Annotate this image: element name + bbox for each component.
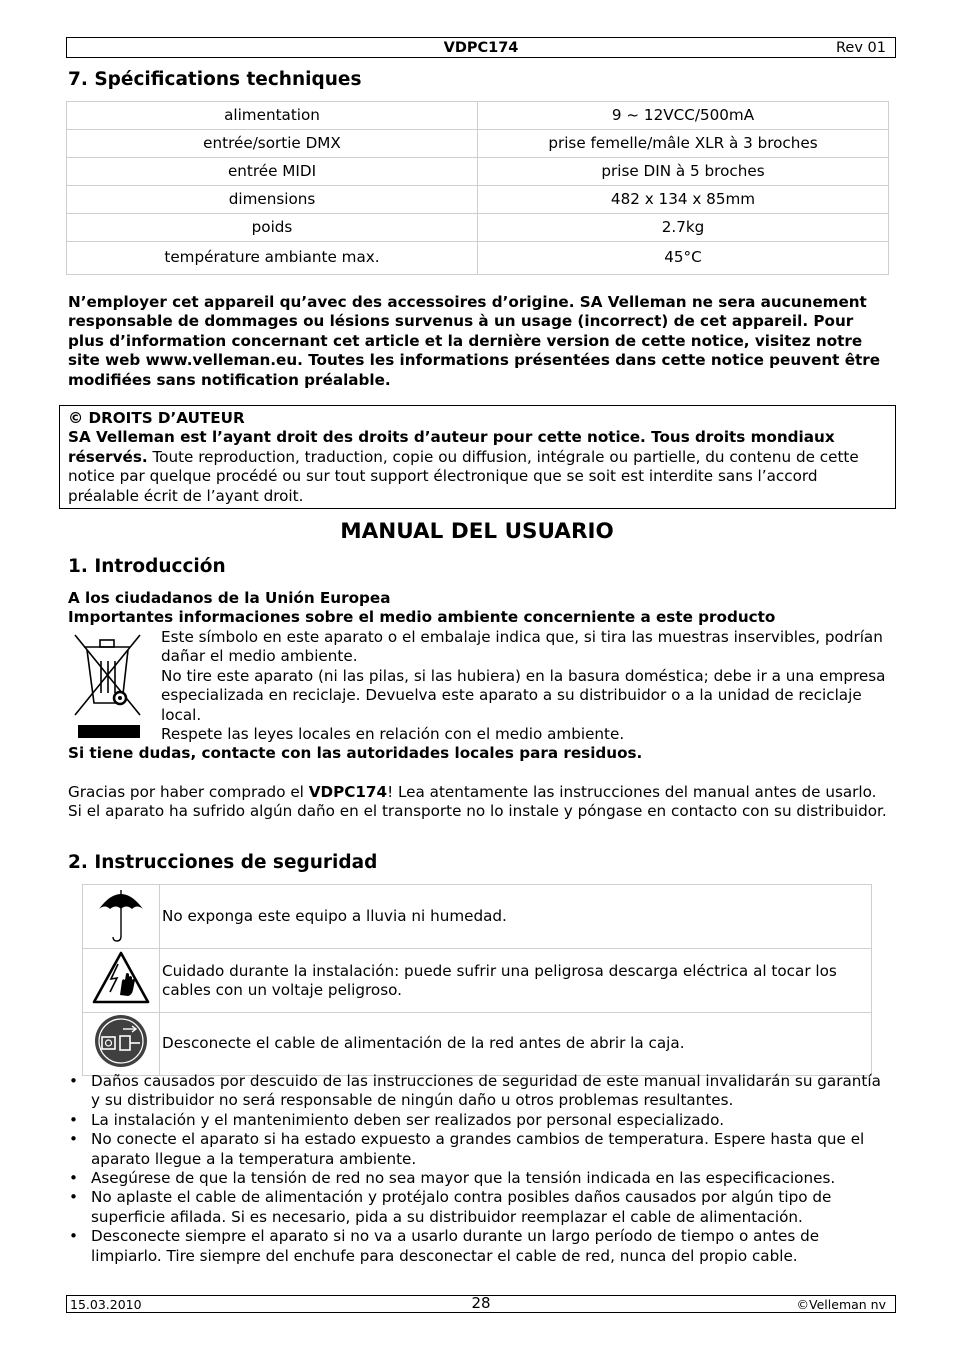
table-row <box>83 885 872 949</box>
spec-value: prise DIN à 5 broches <box>478 158 889 186</box>
spec-table <box>66 101 889 275</box>
spec-label: dimensions <box>67 186 478 214</box>
list-item <box>68 1169 888 1188</box>
table-row <box>67 158 889 186</box>
section-7-title: 7. Spécifications techniques <box>68 69 362 90</box>
safety-icon-cell <box>83 949 160 1013</box>
bullet-icon: • <box>69 1188 78 1207</box>
eu-heading: A los ciudadanos de la Unión Europea <box>68 589 391 607</box>
spec-label: poids <box>67 214 478 242</box>
list-item <box>68 1227 888 1266</box>
spec-value: 9 ~ 12VCC/500mA <box>478 102 889 130</box>
list-item-text: Daños causados por descuido de las instrucciones de seguridad de este manual invalidarán su garantía y su distribuidor no será responsable de ningún daño u otros problemas resultantes. <box>91 1072 881 1110</box>
safety-icon-cell <box>83 885 160 949</box>
list-item <box>68 1111 888 1130</box>
electric-shock-icon <box>92 950 150 1006</box>
copyright-bold-text: SA Velleman est l’ayant droit des droits d’auteur pour cette notice. Tous droits mondiaux réservés. <box>68 428 835 466</box>
list-item-text: Asegúrese de que la tensión de red no sea mayor que la tensión indicada en las especificaciones. <box>91 1169 836 1188</box>
safety-table <box>82 884 872 1076</box>
section-1-title: 1. Introducción <box>68 556 226 577</box>
footer-copyright: ©Velleman nv <box>796 1297 886 1312</box>
list-item <box>68 1188 888 1227</box>
safety-text: No exponga este equipo a lluvia ni humedad. <box>160 885 872 949</box>
table-row <box>67 130 889 158</box>
weee-line: Respete las leyes locales en relación con el medio ambiente. <box>161 725 625 744</box>
thanks-model: VDPC174 <box>308 783 388 801</box>
header-revision: Rev 01 <box>836 40 886 56</box>
spec-label: entrée/sortie DMX <box>67 130 478 158</box>
table-row <box>83 1013 872 1075</box>
list-item <box>68 1130 888 1169</box>
copyright-text <box>68 428 887 506</box>
list-item-text: No aplaste el cable de alimentación y protéjalo contra posibles daños causados por algún tipo de superficie afilada. Si es necesario, pida a su distribuidor reemplazar el cable de alimentación. <box>91 1188 832 1226</box>
list-item-text: No conecte el aparato si ha estado expuesto a grandes cambios de temperatura. Espere hasta que el aparato llegue a la temperatura ambiente. <box>91 1130 865 1168</box>
page-footer <box>66 1295 896 1313</box>
safety-text: Desconecte el cable de alimentación de la red antes de abrir la caja. <box>160 1013 872 1075</box>
table-row <box>67 102 889 130</box>
page-header <box>66 37 896 58</box>
footer-date: 15.03.2010 <box>70 1297 142 1312</box>
copyright-box <box>59 405 896 509</box>
header-model: VDPC174 <box>443 40 519 56</box>
spec-label: température ambiante max. <box>67 242 478 275</box>
safety-text: Cuidado durante la instalación: puede sufrir una peligrosa descarga eléctrica al tocar los cables con un voltaje peligroso. <box>160 949 872 1013</box>
copyright-title: © DROITS D’AUTEUR <box>68 409 245 427</box>
thanks-suffix: ! Lea atentamente las instrucciones del manual antes de usarlo. Si el aparato ha sufrido algún daño en el transporte no lo instale y póngase en contacto con su distribuidor. <box>68 783 887 821</box>
copyright-body-text: Toute reproduction, traduction, copie ou diffusion, intégrale ou partielle, du contenu de cette notice par quelque procédé ou sur tout support électronique que se soit est interdite sans l’accord préalable écrit de l’ayant droit. <box>68 447 859 505</box>
section-2-title: 2. Instrucciones de seguridad <box>68 852 378 873</box>
waste-contact-note: Si tiene dudas, contacte con las autoridades locales para residuos. <box>68 744 643 762</box>
spec-value: 482 x 134 x 85mm <box>478 186 889 214</box>
spec-label: alimentation <box>67 102 478 130</box>
weee-line: Este símbolo en este aparato o el embalaje indica que, si tira las muestras inservibles, podrían dañar el medio ambiente. <box>161 628 883 666</box>
spec-value: 45°C <box>478 242 889 275</box>
thanks-paragraph <box>68 783 888 822</box>
spec-value: 2.7kg <box>478 214 889 242</box>
list-item-text: Desconecte siempre el aparato si no va a usarlo durante un largo período de tiempo o antes de limpiarlo. Tire siempre del enchufe para desconectar el cable de red, nunca del propio cable. <box>91 1227 820 1265</box>
bullet-icon: • <box>69 1110 78 1129</box>
manual-title: MANUAL DEL USUARIO <box>340 519 614 544</box>
umbrella-icon <box>96 885 146 943</box>
list-item <box>68 1072 888 1111</box>
accessories-notice: N’employer cet appareil qu’avec des accessoires d’origine. SA Velleman ne sera aucunement responsable de dommages ou lésions survenus à un usage (incorrect) de cet appareil. Pour plus d’information concernant cet article et la dernière version de cette notice, visitez notre site web www.velleman.eu. Toutes les informations présentées dans cette notice peuvent être modifiées sans notification préalable. <box>68 293 881 389</box>
environment-heading: Importantes informaciones sobre el medio ambiente concerniente a este producto <box>68 608 776 626</box>
weee-line: No tire este aparato (ni las pilas, si las hubiera) en la basura doméstica; debe ir a una empresa especializada en reciclaje. Devuelva este aparato a su distribuidor o a la unidad de reciclaje local. <box>161 666 886 724</box>
page-number: 28 <box>471 1294 491 1312</box>
table-row <box>67 242 889 275</box>
thanks-prefix: Gracias por haber comprado el <box>68 783 309 801</box>
safety-icon-cell <box>83 1013 160 1075</box>
bullet-icon: • <box>69 1130 78 1149</box>
safety-bullet-list <box>68 1072 888 1266</box>
table-row <box>67 186 889 214</box>
bullet-icon: • <box>69 1072 78 1090</box>
table-row <box>67 214 889 242</box>
weee-info <box>161 628 891 744</box>
bullet-icon: • <box>69 1227 78 1246</box>
weee-bin-icon <box>70 631 144 739</box>
unplug-icon <box>93 1013 149 1069</box>
list-item-text: La instalación y el mantenimiento deben ser realizados por personal especializado. <box>91 1110 725 1129</box>
table-row <box>83 949 872 1013</box>
spec-label: entrée MIDI <box>67 158 478 186</box>
spec-value: prise femelle/mâle XLR à 3 broches <box>478 130 889 158</box>
bullet-icon: • <box>69 1169 78 1188</box>
